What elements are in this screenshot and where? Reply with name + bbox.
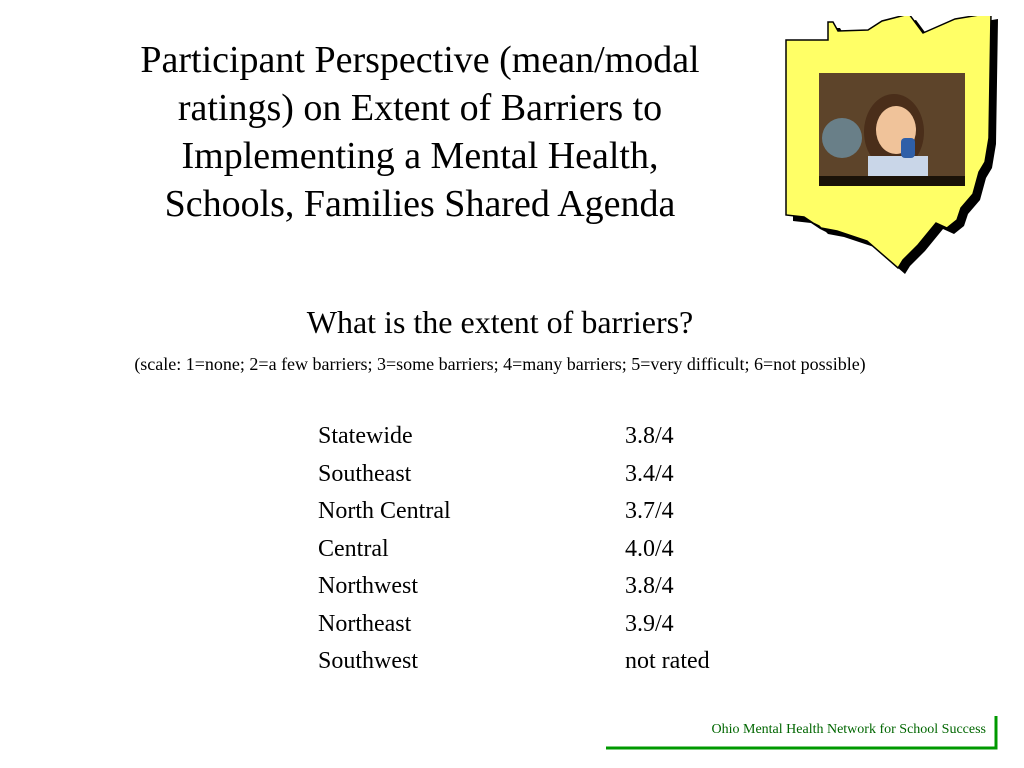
child-on-phone-photo [819, 73, 965, 186]
ratings-row [318, 418, 778, 456]
ratings-table [318, 418, 778, 681]
ratings-row [318, 531, 778, 569]
region-rating: 4.0/4 [625, 535, 674, 562]
footer-organization-name: Ohio Mental Health Network for School Success [711, 722, 986, 737]
region-name: Northeast [318, 610, 412, 637]
region-name: Statewide [318, 423, 413, 449]
ratings-row [318, 606, 778, 644]
ratings-row [318, 643, 778, 681]
region-rating: 3.8/4 [625, 573, 674, 599]
scale-note: (scale: 1=none; 2=a few barriers; 3=some barriers; 4=many barriers; 5=very difficult; 6=not possible) [134, 354, 866, 374]
region-name: Southwest [318, 648, 419, 674]
region-rating: 3.9/4 [625, 610, 674, 637]
ohio-map-graphic [782, 16, 1006, 274]
region-name: North Central [318, 498, 451, 524]
region-rating: 3.4/4 [625, 460, 674, 487]
region-rating: 3.7/4 [625, 498, 674, 524]
ratings-row [318, 493, 778, 531]
region-name: Northwest [318, 573, 418, 599]
region-name: Central [318, 535, 389, 562]
footer [606, 716, 998, 750]
ratings-row [318, 456, 778, 494]
ratings-row [318, 568, 778, 606]
slide-title: Participant Perspective (mean/modal ratings) on Extent of Barriers to Implementing a Mental Health, Schools, Families Shared Agenda [140, 39, 700, 225]
region-rating: not rated [625, 648, 710, 674]
question-heading: What is the extent of barriers? [306, 304, 694, 340]
region-rating: 3.8/4 [625, 423, 674, 449]
region-name: Southeast [318, 460, 412, 487]
